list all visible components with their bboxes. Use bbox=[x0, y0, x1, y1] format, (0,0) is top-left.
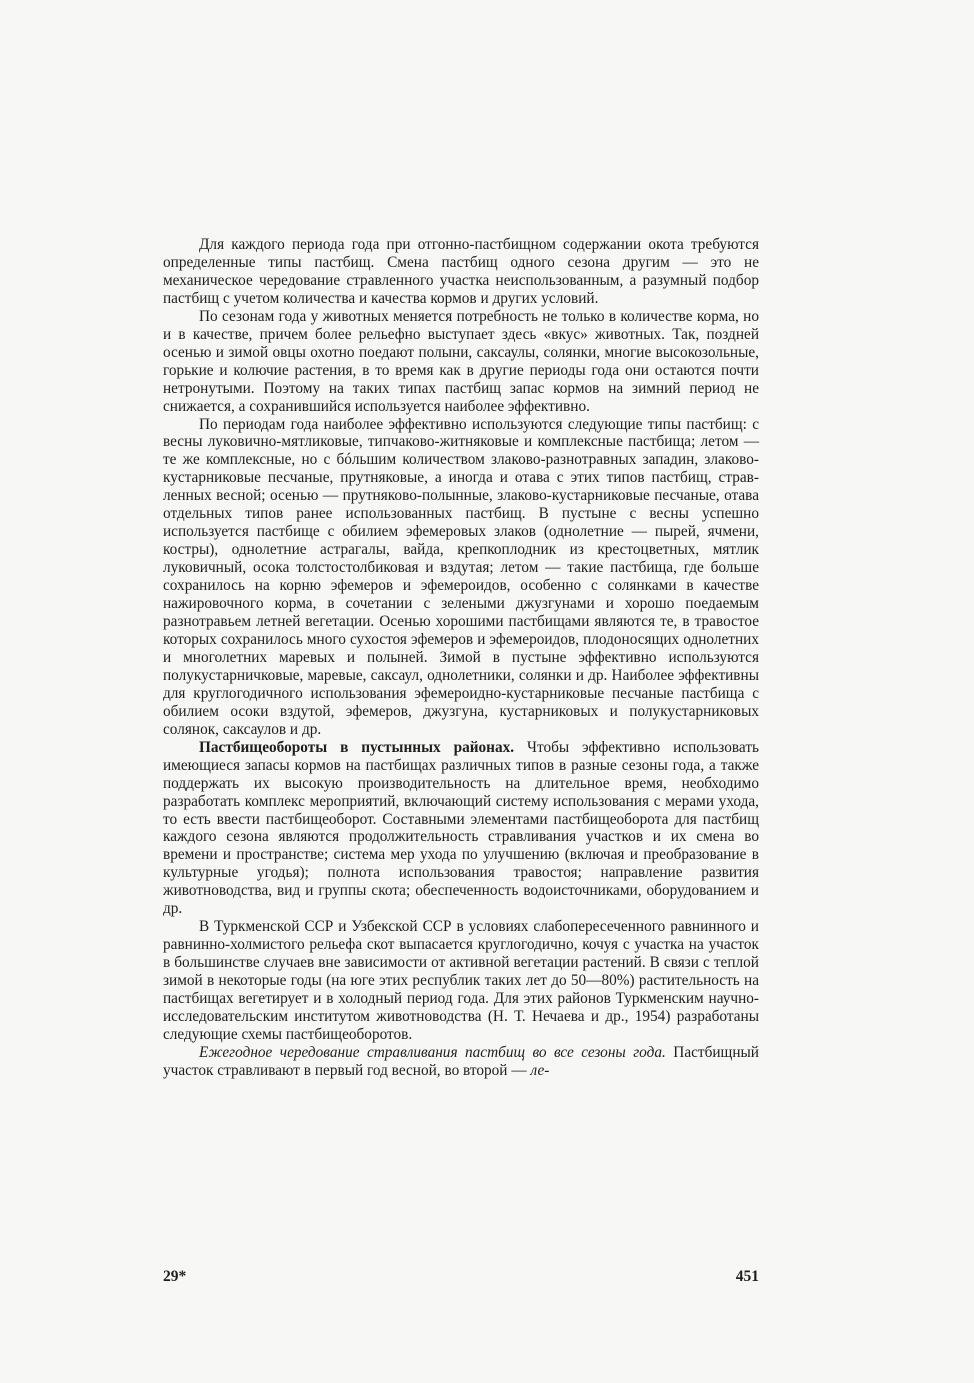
paragraph-rotation bbox=[163, 739, 759, 919]
section-heading: Пастбищеобороты в пустынных районах. bbox=[199, 738, 515, 756]
page-number: 451 bbox=[735, 1268, 759, 1285]
body-text bbox=[163, 236, 759, 1080]
paragraph-turkmen: В Туркменской ССР и Узбекской ССР в условиях слабопересеченного равнинного и равнинно-холмистого рельефа скот выпасается круглогодично, кочуя с участка на участок в большинстве случаев вне зависимости от активной вегетации растений. В связи с теплой зимой в некоторые годы (на юге этих республик таких лет до 50—80%) растительность на пастбищах вегетирует и в холодный период года. Для этих районов Туркменским научно-исследовательским институтом животноводства (Н. Т. Нечаева и др., 1954) разработаны следующие схемы пастбищеоборотов. bbox=[163, 918, 759, 1043]
scheme-tail: ле- bbox=[530, 1061, 550, 1079]
scheme-body: Пастбищный участок стравливают в первый год весной, во второй — bbox=[163, 1043, 759, 1079]
paragraph-pasture-types: По периодам года наиболее эффективно используются следующие типы пастбищ: с весны луковично-мятликовые, типчаково-житняковые и комплексные пастбища; летом — те же комплексные, но с бóльшим количеством злаково-разнотравных западин, злаково-кустарниковые песчаные, прутняковые, а иногда и отава с этих типов пастбищ, стравленных весной; осенью — прутняково-полынные, злаково-кустарниковые песчаные, отава отдельных типов ранее использованных пастбищ. В пустыне с весны успешно используется пастбище с обилием эфемеровых злаков (однолетние — пырей, ячмени, костры), однолетние астрагалы, вайда, крепкоплодник из крестоцветных, мятлик луковичный, осока толстостолбиковая и вздутая; летом — такие пастбища, где больше сохранилось на корню эфемеров и эфемероидов, особенно с солянками в качестве нажировочного корма, в сочетании с зелеными джузгунами и хорошо поедаемым разнотравьем летней вегетации. Осенью хорошими пастбищами являются те, в травостое которых сохранилось много сухостоя эфемеров и эфемероидов, плодоносящих однолетних и многолетних маревых и полыней. Зимой в пустыне эффективно используются полукустарничковые, маревые, саксаул, однолетники, солянки и др. Наиболее эффективны для круглогодичного использования эфемероидно-кустарниковые песчаные пастбища с обилием осоки вздутой, эфемеров, джузгуна, кустарниковых и полукустарниковых солянок, саксаулов и др. bbox=[163, 415, 759, 738]
scheme-title: Ежегодное чередование стравливания пастбищ во все сезоны года. bbox=[199, 1043, 666, 1061]
paragraph-animal-taste: По сезонам года у животных меняется потребность не только в количестве корма, но и в качестве, причем более рельефно выступает здесь «вкус» животных. Так, поздней осенью и зимой овцы охотно поедают полыни, саксаулы, солянки, многие высокозольные, горькие и колючие растения, в то время как в другие периоды года они остаются почти нетронутыми. Поэтому на таких типах пастбищ запас кормов на зимний период не снижается, а сохранившийся используется наиболее эффективно. bbox=[163, 307, 759, 415]
paragraph-seasonal-pastures: Для каждого периода года при отгонно-пастбищном содержании окота требуются определенные типы пастбищ. Смена пастбищ одного сезона другим — это не механическое чередование стравленного участка неиспользованным, а разумный подбор пастбищ с учетом количества и качества кормов и других условий. bbox=[163, 236, 759, 307]
section-body: Чтобы эффективно использовать имеющиеся запасы кормов на пастбищах различных типов в разные сезоны года, а также поддержать их высокую производительность на длительное время, необходимо разработать комплекс мероприятий, включающий систему использования с мерами ухода, то есть ввести пастбищеоборот. Составными элементами пастбищеоборота для пастбищ каждого сезона являются продолжительность стравливания участков и их смена во времени и пространстве; система мер ухода по улучшению (включая и преобразование в культурные угодья); полнота использования травостоя; направление развития животноводства, вид и группы скота; обеспеченность водоисточниками, оборудованием и др. bbox=[163, 738, 759, 918]
paragraph-annual-rotation bbox=[163, 1044, 759, 1080]
signature-mark: 29* bbox=[163, 1268, 187, 1285]
